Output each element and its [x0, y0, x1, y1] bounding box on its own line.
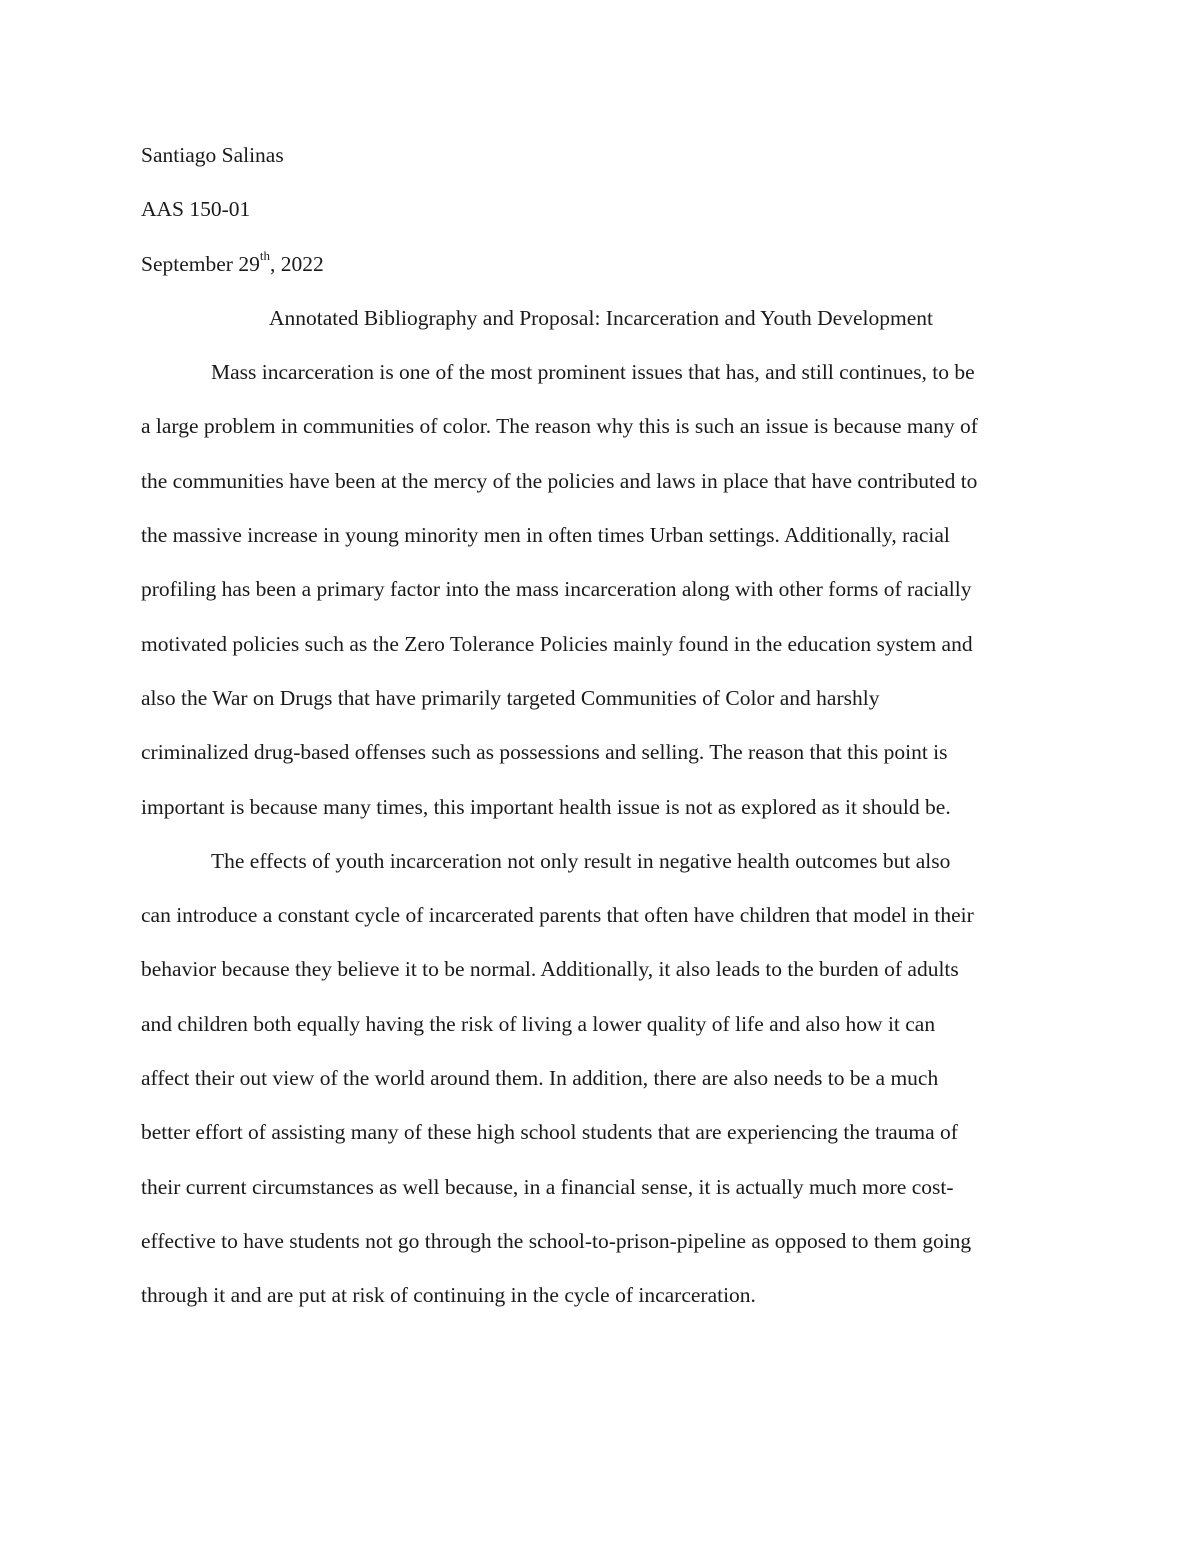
- paragraph-line: important is because many times, this important health issue is not as explored as it should be.: [141, 794, 951, 819]
- paragraph-line: motivated policies such as the Zero Tolerance Policies mainly found in the education system and: [141, 631, 973, 656]
- paragraph-line: The effects of youth incarceration not only result in negative health outcomes but also: [211, 848, 951, 873]
- paragraph-line: can introduce a constant cycle of incarcerated parents that often have children that model in their: [141, 903, 974, 928]
- document-body: [141, 128, 1061, 1323]
- paragraph-line: also the War on Drugs that have primarily targeted Communities of Color and harshly: [141, 685, 880, 710]
- course-code: AAS 150-01: [141, 197, 251, 222]
- author-name: Santiago Salinas: [141, 143, 284, 167]
- document-title: Annotated Bibliography and Proposal: Incarceration and Youth Development: [269, 305, 933, 330]
- paragraph-line: a large problem in communities of color. The reason why this is such an issue is because many of: [141, 414, 978, 439]
- paragraph-line: effective to have students not go through the school-to-prison-pipeline as opposed to them going: [141, 1228, 972, 1253]
- paragraph-line: the massive increase in young minority men in often times Urban settings. Additionally, racial: [141, 523, 950, 548]
- date-ordinal: th: [259, 248, 270, 264]
- date-suffix: , 2022: [269, 251, 324, 276]
- paragraph-line: their current circumstances as well because, in a financial sense, it is actually much more cost-: [141, 1174, 954, 1199]
- paragraph-line: behavior because they believe it to be normal. Additionally, it also leads to the burden of adults: [141, 957, 959, 982]
- paragraph-line: affect their out view of the world around them. In addition, there are also needs to be a much: [141, 1066, 939, 1091]
- paragraph-line: better effort of assisting many of these high school students that are experiencing the trauma of: [141, 1120, 958, 1145]
- paragraph-line: Mass incarceration is one of the most prominent issues that has, and still continues, to be: [211, 360, 975, 385]
- paragraph-line: and children both equally having the risk of living a lower quality of life and also how it can: [141, 1011, 936, 1036]
- date-prefix: September 29: [141, 251, 260, 276]
- date-line: [141, 237, 1061, 291]
- paragraph-2: [141, 834, 1061, 1323]
- paragraph-line: the communities have been at the mercy of the policies and laws in place that have contributed to: [141, 468, 978, 493]
- paragraph-line: through it and are put at risk of continuing in the cycle of incarceration.: [141, 1283, 756, 1308]
- paragraph-line: criminalized drug-based offenses such as possessions and selling. The reason that this point is: [141, 740, 948, 765]
- paragraph-line: profiling has been a primary factor into the mass incarceration along with other forms of racially: [141, 577, 972, 602]
- paragraph-1: [141, 345, 1061, 834]
